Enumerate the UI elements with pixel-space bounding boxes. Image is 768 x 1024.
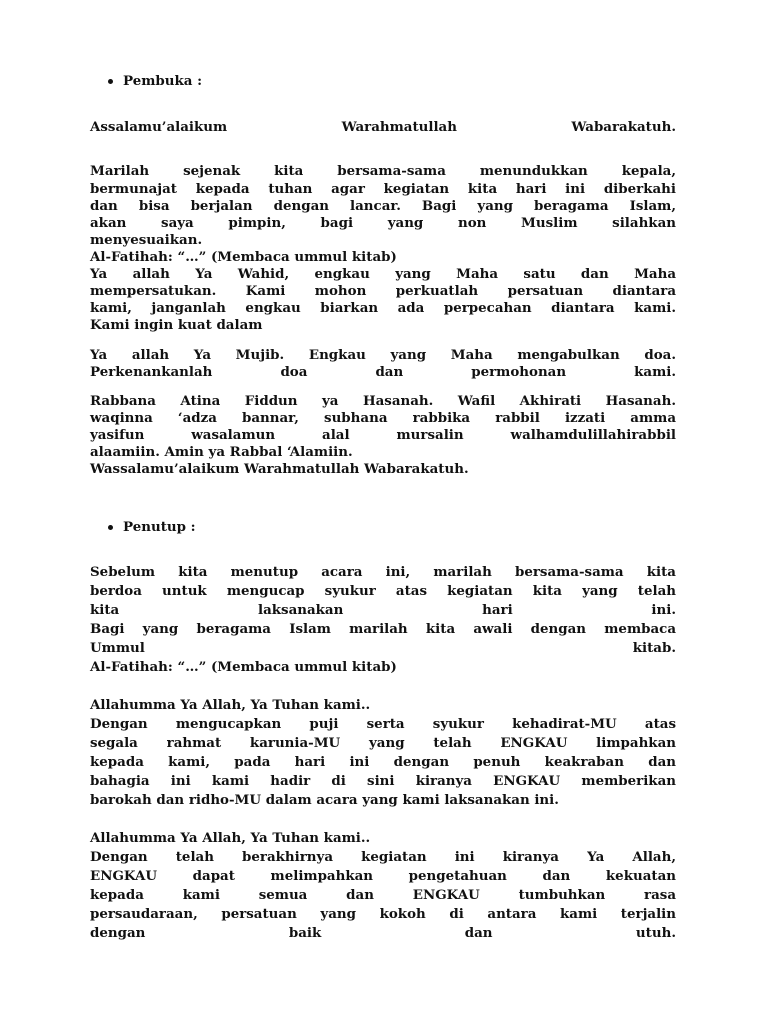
text-line: akan saya pimpin, bagi yang non Muslim silahkan — [90, 215, 676, 231]
text-line: Rabbana Atina Fiddun ya Hasanah. Wafil Akhirati Hasanah. — [90, 393, 676, 409]
text-line: Ya allah Ya Mujib. Engkau yang Maha mengabulkan doa. — [90, 347, 676, 363]
prayer-heading: Allahumma Ya Allah, Ya Tuhan kami.. — [90, 830, 371, 846]
text-line: Kami ingin kuat dalam — [90, 317, 263, 333]
text-line: Ummul kitab. — [90, 640, 676, 656]
text-line: bahagia ini kami hadir di sini kiranya ENGKAU memberikan — [90, 773, 676, 789]
text-line: persaudaraan, persatuan yang kokoh di antara kami terjalin — [90, 906, 676, 922]
text-line: alaamiin. Amin ya Rabbal ‘Alamiin. — [90, 444, 353, 460]
text-line: kita laksanakan hari ini. — [90, 602, 676, 618]
text-line: bermunajat kepada tuhan agar kegiatan kita hari ini diberkahi — [90, 181, 676, 197]
text-line: Al-Fatihah: “…” (Membaca ummul kitab) — [90, 659, 397, 675]
text-line: Marilah sejenak kita bersama-sama menundukkan kepala, — [90, 163, 676, 179]
section-heading-pembuka: Pembuka : — [123, 73, 203, 89]
text-line: yasifun wasalamun alal mursalin walhamdulillahirabbil — [90, 427, 676, 443]
text-line: Al-Fatihah: “…” (Membaca ummul kitab) — [90, 249, 397, 265]
bullet-pembuka — [108, 73, 202, 89]
text-line: Dengan mengucapkan puji serta syukur kehadirat-MU atas — [90, 716, 676, 732]
text-line: dan bisa berjalan dengan lancar. Bagi yang beragama Islam, — [90, 198, 676, 214]
bullet-penutup — [108, 519, 196, 535]
text-line: barokah dan ridho-MU dalam acara yang kami laksanakan ini. — [90, 792, 559, 808]
text-line: kepada kami, pada hari ini dengan penuh keakraban dan — [90, 754, 676, 770]
text-line: waqinna ‘adza bannar, subhana rabbika rabbil izzati amma — [90, 410, 676, 426]
text-line: menyesuaikan. — [90, 232, 203, 248]
prayer-heading: Allahumma Ya Allah, Ya Tuhan kami.. — [90, 697, 371, 713]
text-line: Sebelum kita menutup acara ini, marilah bersama-sama kita — [90, 564, 676, 580]
text-line: ENGKAU dapat melimpahkan pengetahuan dan kekuatan — [90, 868, 676, 884]
greeting-line: Assalamu’alaikum Warahmatullah Wabarakatuh. — [90, 119, 676, 135]
bullet-dot-icon — [108, 525, 113, 530]
text-line: berdoa untuk mengucap syukur atas kegiatan kita yang telah — [90, 583, 676, 599]
text-line: Bagi yang beragama Islam marilah kita awali dengan membaca — [90, 621, 676, 637]
text-line: Ya allah Ya Wahid, engkau yang Maha satu dan Maha — [90, 266, 676, 282]
text-line: mempersatukan. Kami mohon perkuatlah persatuan diantara — [90, 283, 676, 299]
text-line: kepada kami semua dan ENGKAU tumbuhkan rasa — [90, 887, 676, 903]
bullet-dot-icon — [108, 79, 113, 84]
text-line: Perkenankanlah doa dan permohonan kami. — [90, 364, 676, 380]
text-line: segala rahmat karunia-MU yang telah ENGKAU limpahkan — [90, 735, 676, 751]
text-line: dengan baik dan utuh. — [90, 925, 676, 941]
text-line: Wassalamu’alaikum Warahmatullah Wabarakatuh. — [90, 461, 469, 477]
text-line: Dengan telah berakhirnya kegiatan ini kiranya Ya Allah, — [90, 849, 676, 865]
section-heading-penutup: Penutup : — [123, 519, 196, 535]
text-line: kami, janganlah engkau biarkan ada perpecahan diantara kami. — [90, 300, 676, 316]
